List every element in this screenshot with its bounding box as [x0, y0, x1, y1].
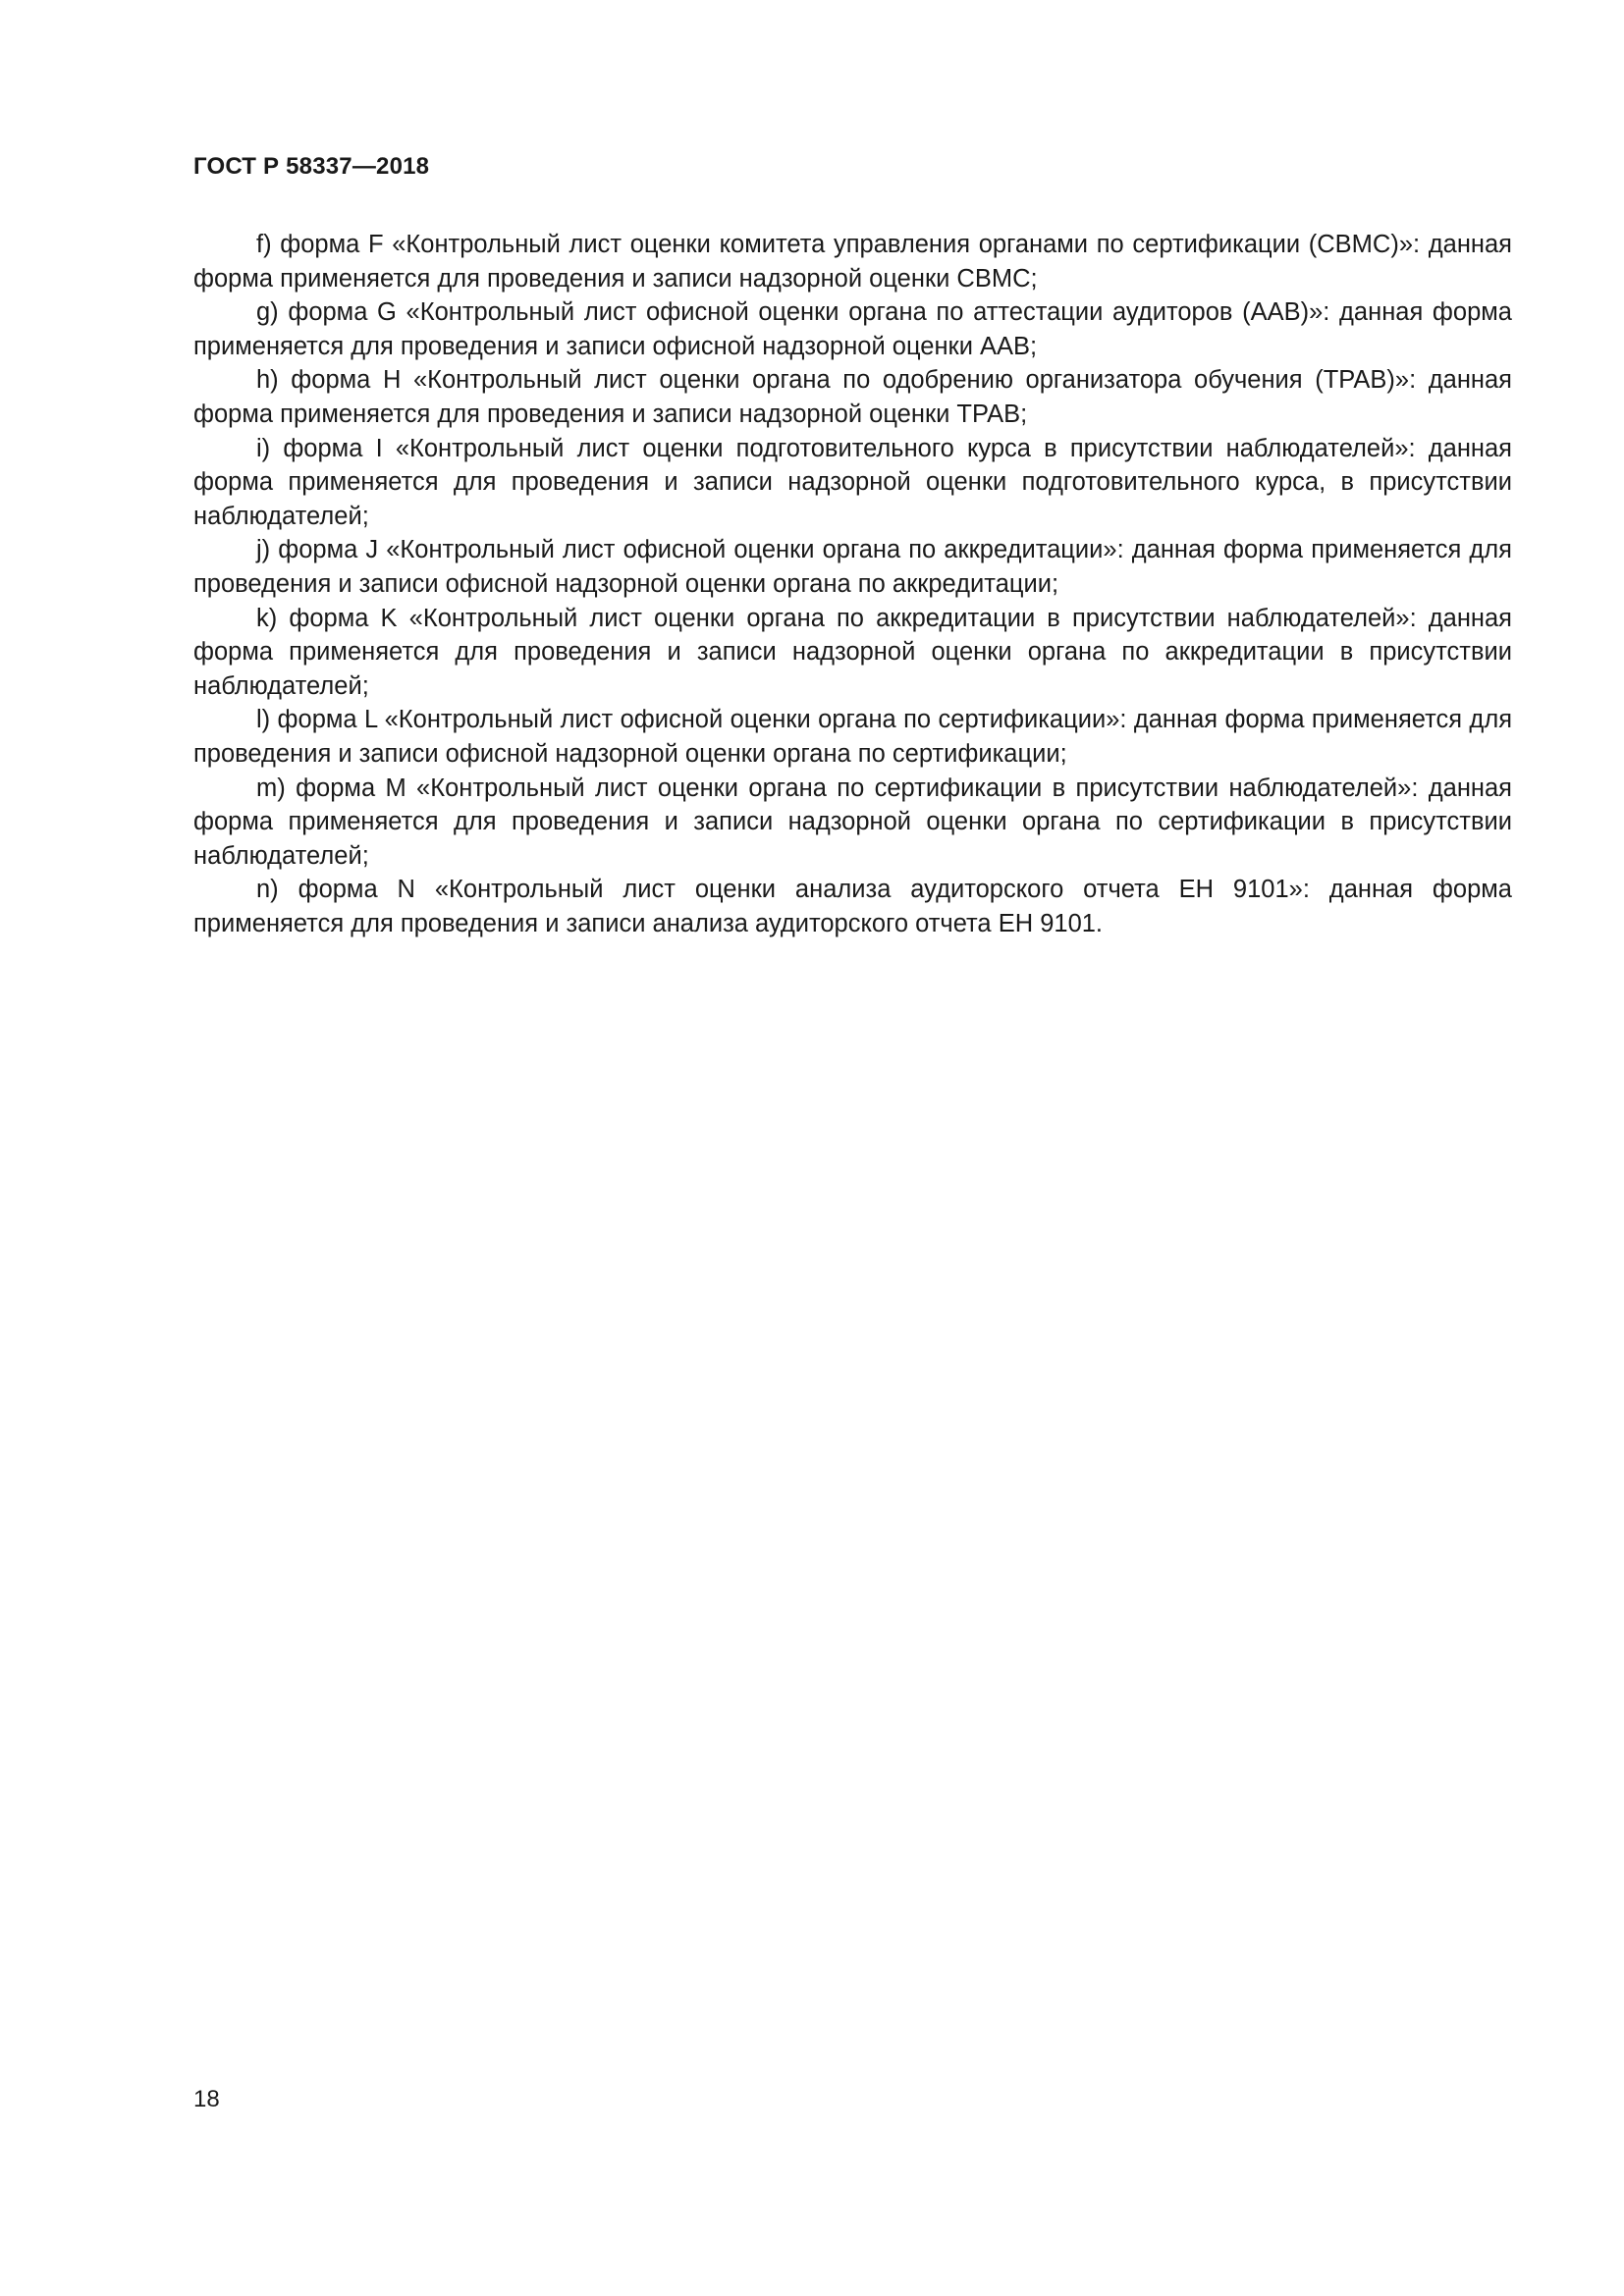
- list-item-n: n) форма N «Контрольный лист оценки анализа аудиторского отчета ЕН 9101»: данная форма применяется для проведения и записи анализа аудиторского отчета ЕН 9101.: [193, 876, 1512, 937]
- list-item-h: h) форма H «Контрольный лист оценки органа по одобрению организатора обучения (TPAB)»: данная форма применяется для проведения и записи надзорной оценки TPAB;: [193, 366, 1512, 428]
- list-item-j: j) форма J «Контрольный лист офисной оценки органа по аккредитации»: данная форма применяется для проведения и записи офисной надзорной оценки органа по аккредитации;: [193, 536, 1512, 598]
- list-item-k: k) форма K «Контрольный лист оценки органа по аккредитации в присутствии наблюдателей»: данная форма применяется для проведения и записи надзорной оценки органа по аккредитации в присутствии наблюдателей;: [193, 604, 1512, 700]
- list-item-l: l) форма L «Контрольный лист офисной оценки органа по сертификации»: данная форма применяется для проведения и записи офисной надзорной оценки органа по сертификации;: [193, 706, 1512, 768]
- page-number: 18: [193, 2086, 220, 2112]
- list-item-f: f) форма F «Контрольный лист оценки комитета управления органами по сертификации (CBMC)»: данная форма применяется для проведения и записи надзорной оценки CBMC;: [193, 231, 1512, 293]
- list-item-m: m) форма M «Контрольный лист оценки органа по сертификации в присутствии наблюдателей»: данная форма применяется для проведения и записи надзорной оценки органа по сертификации в присутствии наблюдателей;: [193, 774, 1512, 870]
- list-item-i: i) форма I «Контрольный лист оценки подготовительного курса в присутствии наблюдателей»: данная форма применяется для проведения и записи надзорной оценки подготовительного курса, в присутствии наблюдателей;: [193, 434, 1512, 530]
- list-item-g: g) форма G «Контрольный лист офисной оценки органа по аттестации аудиторов (AAB)»: данная форма применяется для проведения и записи офисной надзорной оценки AAB;: [193, 298, 1512, 360]
- document-body: [193, 228, 1512, 940]
- document-header: ГОСТ Р 58337—2018: [193, 153, 430, 180]
